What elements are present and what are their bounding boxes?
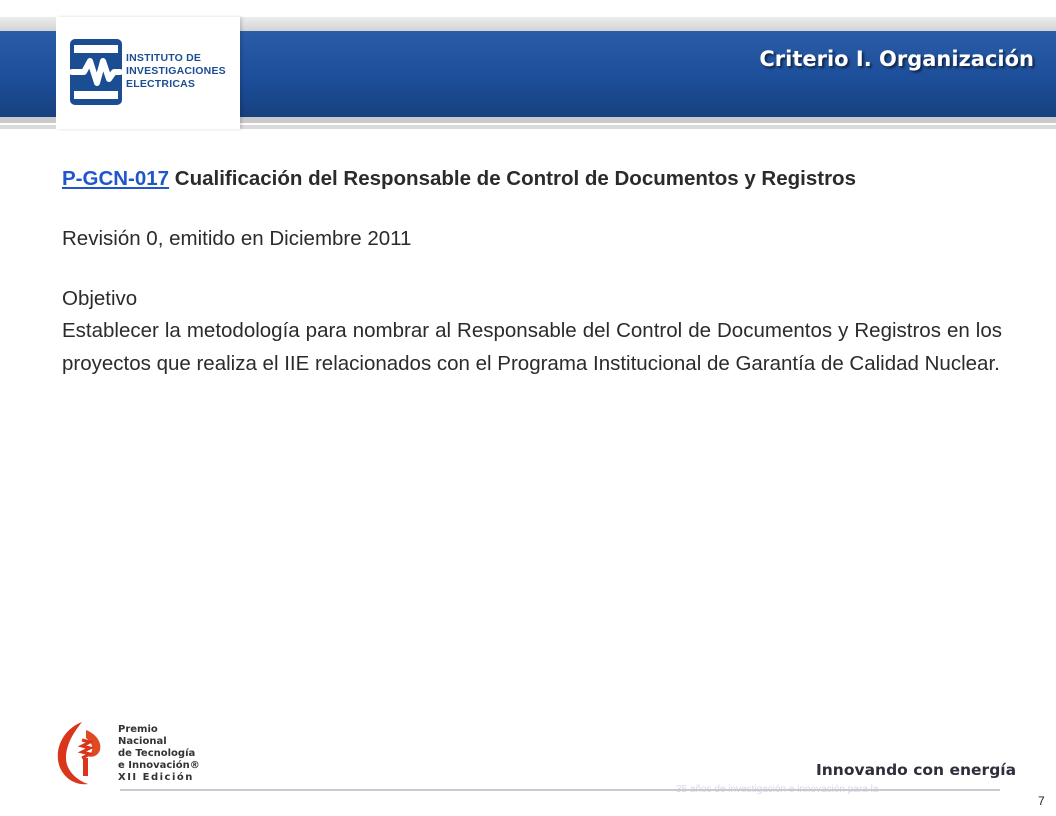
award-text	[118, 724, 238, 784]
award-line: de Tecnología	[118, 748, 196, 759]
award-line: e Innovación®	[118, 760, 200, 771]
revision-text: Revisión 0, emitido en Diciembre 2011	[62, 227, 412, 250]
slide-title: Criterio I. Organización	[759, 47, 1034, 71]
footer-divider	[120, 789, 1000, 791]
award-line: Premio	[118, 724, 158, 735]
logo-wordmark	[126, 52, 236, 91]
page-number: 7	[1038, 794, 1045, 808]
logo-line: ELECTRICAS	[126, 78, 196, 90]
document-code-link[interactable]: P-GCN-017	[62, 167, 170, 190]
institute-logo	[56, 17, 240, 129]
document-heading	[62, 164, 1002, 194]
award-logo	[52, 716, 212, 788]
objective-text: Establecer la metodología para nombrar al Responsable del Control de Documentos y Registros en los proyectos que realiza el IIE relacionados con el Programa Institucional de Garantía de Calidad Nuclear.	[62, 319, 1002, 375]
award-line: XII Edición	[118, 772, 194, 783]
logo-line: INSTITUTO DE	[126, 52, 202, 64]
slide-content	[62, 164, 1002, 380]
award-flame-icon	[52, 716, 112, 788]
slogan: Innovando con energía	[816, 761, 1017, 779]
objective-label: Objetivo	[62, 287, 138, 310]
iie-logo-icon	[70, 39, 122, 105]
logo-line: INVESTIGACIONES	[126, 65, 226, 77]
document-title: Cualificación del Responsable de Control de Documentos y Registros	[174, 167, 856, 190]
award-line: Nacional	[118, 736, 167, 747]
